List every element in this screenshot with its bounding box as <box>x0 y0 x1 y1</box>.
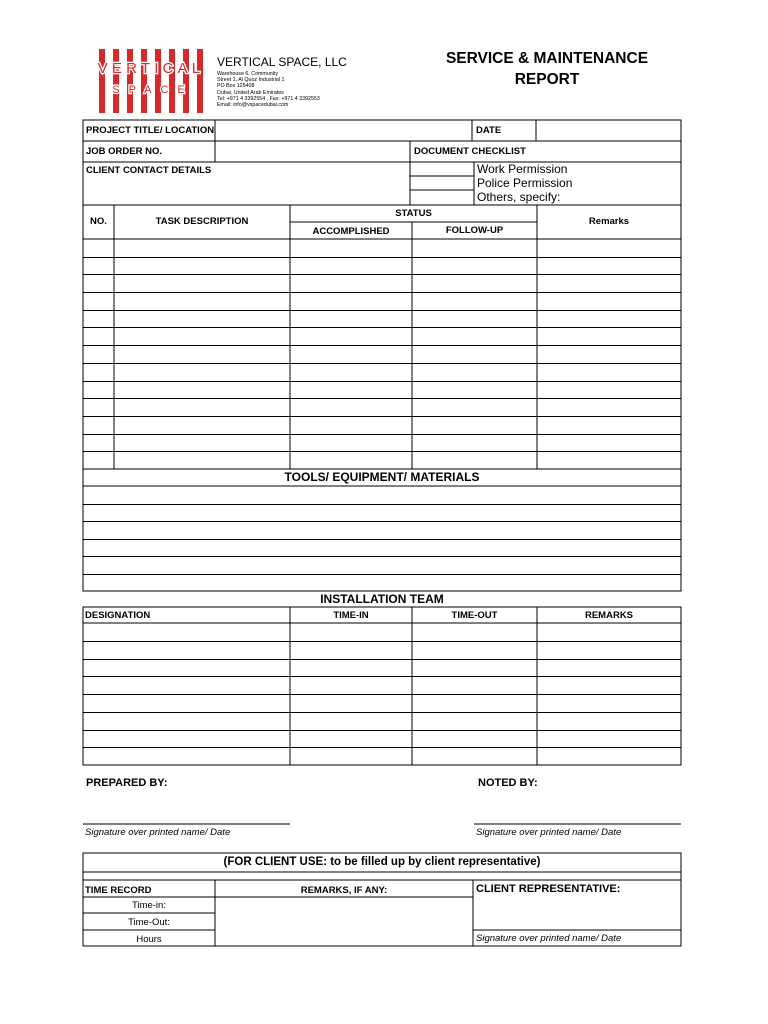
prepared-by-label: PREPARED BY: <box>86 777 168 789</box>
installation-team-heading: INSTALLATION TEAM <box>320 592 444 606</box>
col-header-status: STATUS <box>395 208 432 219</box>
client-representative-signature-field[interactable] <box>474 898 680 929</box>
checkbox-others[interactable] <box>411 191 473 204</box>
company-name: VERTICAL SPACE, LLC <box>217 55 347 69</box>
client-use-heading: (FOR CLIENT USE: to be filled up by client representative) <box>223 856 541 868</box>
job-order-field[interactable] <box>216 142 409 161</box>
noted-by-caption: Signature over printed name/ Date <box>476 827 622 838</box>
address-line: Tel: +971 4 3392554 , Fax: +971 4 3392553 <box>217 95 320 102</box>
col-header-accomplished: ACCOMPLISHED <box>312 226 390 237</box>
address-line: Street 1, Al Quoz Industrial 1 <box>217 77 285 84</box>
project-title-field[interactable] <box>216 121 471 140</box>
date-label: DATE <box>476 125 502 136</box>
client-remarks-field[interactable] <box>216 898 472 945</box>
col-header-team-remarks: REMARKS <box>584 610 634 621</box>
report-title-line2: REPORT <box>514 71 580 88</box>
checklist-item-work-permission: Work Permission <box>477 162 568 176</box>
checklist-item-others: Others, specify: <box>477 190 561 204</box>
logo-text-space: SPACE <box>112 84 194 96</box>
report-title-line1: SERVICE & MAINTENANCE <box>445 50 649 67</box>
client-representative-caption: Signature over printed name/ Date <box>476 933 622 944</box>
client-contact-field[interactable] <box>84 178 409 204</box>
checkbox-police-permission[interactable] <box>411 177 473 189</box>
noted-by-signature-field[interactable] <box>474 800 681 823</box>
col-header-remarks: Remarks <box>588 216 630 227</box>
client-hours-label: Hours <box>136 934 162 945</box>
client-representative-label: CLIENT REPRESENTATIVE: <box>476 883 621 895</box>
client-contact-label: CLIENT CONTACT DETAILS <box>86 165 212 176</box>
prepared-by-signature-field[interactable] <box>83 800 290 823</box>
checkbox-work-permission[interactable] <box>411 163 473 175</box>
project-title-label: PROJECT TITLE/ LOCATION <box>86 125 215 136</box>
client-time-out-label: Time-Out: <box>128 917 170 928</box>
time-record-label: TIME RECORD <box>85 885 152 896</box>
client-time-in-label: Time-in: <box>132 900 166 911</box>
date-field[interactable] <box>537 121 680 140</box>
tools-heading: TOOLS/ EQUIPMENT/ MATERIALS <box>284 470 480 484</box>
col-header-task-description: TASK DESCRIPTION <box>155 216 249 227</box>
prepared-by-caption: Signature over printed name/ Date <box>85 827 231 838</box>
col-header-time-in: TIME-IN <box>333 610 369 621</box>
job-order-label: JOB ORDER NO. <box>86 146 163 157</box>
logo-text-vertical: VERTICAL <box>97 60 205 77</box>
col-header-designation: DESIGNATION <box>85 610 151 621</box>
document-checklist-label: DOCUMENT CHECKLIST <box>414 146 526 157</box>
address-line: Warehouse 6, Community <box>217 71 279 77</box>
address-line: PO Box 125408 <box>217 83 255 90</box>
col-header-no: NO. <box>90 216 107 227</box>
address-line: Email: info@vspacedubai.com <box>217 102 289 109</box>
address-line: Dubai, United Arab Emirates <box>217 89 284 96</box>
checklist-item-police-permission: Police Permission <box>477 176 573 190</box>
col-header-follow-up: FOLLOW-UP <box>445 225 504 236</box>
noted-by-label: NOTED BY: <box>478 777 538 789</box>
client-remarks-label: REMARKS, IF ANY: <box>300 885 388 896</box>
col-header-time-out: TIME-OUT <box>451 610 498 621</box>
